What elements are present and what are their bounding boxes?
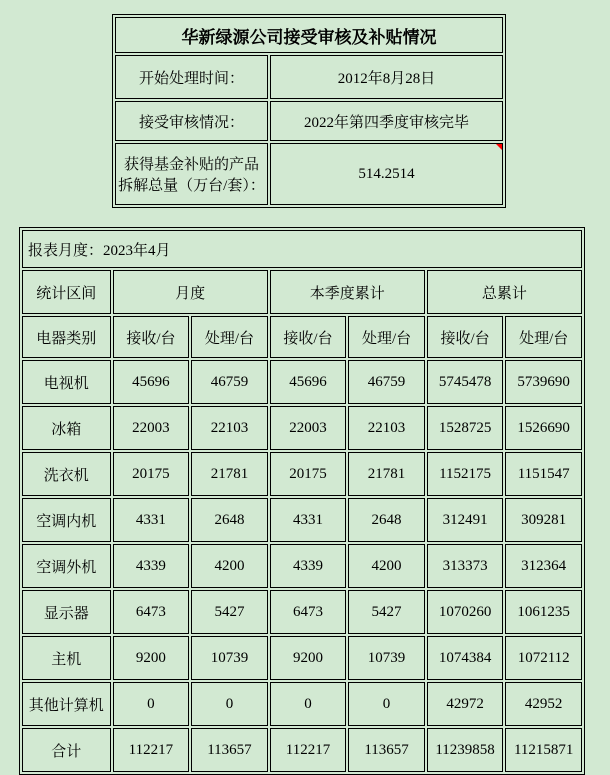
- report-month-cell: [22, 230, 582, 268]
- value-cell: 20175: [113, 452, 190, 496]
- value-cell: 4200: [348, 544, 425, 588]
- value-cell: 10739: [191, 636, 268, 680]
- value-cell: 4331: [113, 498, 190, 542]
- value-cell: 6473: [113, 590, 190, 634]
- table-row: [22, 544, 582, 588]
- header-group-quarter: 本季度累计: [270, 270, 425, 314]
- summary-value-start-time: 2012年8月28日: [270, 55, 503, 99]
- report-month-label: 报表月度：: [28, 242, 104, 259]
- value-cell: 9200: [270, 636, 347, 680]
- value-cell: 4339: [270, 544, 347, 588]
- value-cell: 1528725: [427, 406, 504, 450]
- value-cell: 2648: [191, 498, 268, 542]
- category-cell: 空调内机: [22, 498, 111, 542]
- value-cell: 112217: [270, 728, 347, 772]
- value-cell: 113657: [191, 728, 268, 772]
- table-row: [22, 498, 582, 542]
- value-cell: 11215871: [505, 728, 582, 772]
- value-cell: 309281: [505, 498, 582, 542]
- value-cell: 5745478: [427, 360, 504, 404]
- value-cell: 42952: [505, 682, 582, 726]
- summary-label-subsidy-total: 获得基金补贴的产品拆解总量（万台/套）：: [115, 143, 268, 205]
- value-cell: 5739690: [505, 360, 582, 404]
- value-cell: 45696: [113, 360, 190, 404]
- category-cell: 其他计算机: [22, 682, 111, 726]
- value-cell: 46759: [348, 360, 425, 404]
- sub-header-processed-quarter: 处理/台: [348, 316, 425, 358]
- summary-value-audit-status: 2022年第四季度审核完毕: [270, 101, 503, 141]
- sub-header-received-total: 接收/台: [427, 316, 504, 358]
- header-group-month: 月度: [113, 270, 268, 314]
- table-row: [22, 452, 582, 496]
- category-cell: 合计: [22, 728, 111, 772]
- value-cell: 22003: [270, 406, 347, 450]
- value-cell: 312364: [505, 544, 582, 588]
- value-cell: 5427: [191, 590, 268, 634]
- subsidy-total-value: 514.2514: [358, 165, 415, 182]
- value-cell: 22103: [348, 406, 425, 450]
- summary-title-row: [115, 17, 503, 53]
- table-row: [22, 360, 582, 404]
- summary-table: [112, 14, 506, 208]
- value-cell: 9200: [113, 636, 190, 680]
- table-row: [22, 636, 582, 680]
- value-cell: 20175: [270, 452, 347, 496]
- value-cell: 5427: [348, 590, 425, 634]
- summary-label-start-time: 开始处理时间：: [115, 55, 268, 99]
- category-cell: 空调外机: [22, 544, 111, 588]
- value-cell: 112217: [113, 728, 190, 772]
- sub-header-processed-month: 处理/台: [191, 316, 268, 358]
- value-cell: 1152175: [427, 452, 504, 496]
- value-cell: 0: [348, 682, 425, 726]
- value-cell: 1070260: [427, 590, 504, 634]
- table-row: [115, 143, 503, 205]
- table-row: [115, 55, 503, 99]
- value-cell: 113657: [348, 728, 425, 772]
- report-table: [19, 227, 585, 775]
- value-cell: 45696: [270, 360, 347, 404]
- table-row: [22, 728, 582, 772]
- report-month-row: [22, 230, 582, 268]
- value-cell: 10739: [348, 636, 425, 680]
- summary-title: 华新绿源公司接受审核及补贴情况: [115, 17, 503, 53]
- category-cell: 主机: [22, 636, 111, 680]
- value-cell: 22103: [191, 406, 268, 450]
- category-cell: 洗衣机: [22, 452, 111, 496]
- header-group-total: 总累计: [427, 270, 582, 314]
- value-cell: 4200: [191, 544, 268, 588]
- header-interval: 统计区间: [22, 270, 111, 314]
- value-cell: 21781: [348, 452, 425, 496]
- header-category: 电器类别: [22, 316, 111, 358]
- sub-header-received-month: 接收/台: [113, 316, 190, 358]
- value-cell: 1151547: [505, 452, 582, 496]
- value-cell: 22003: [113, 406, 190, 450]
- value-cell: 4339: [113, 544, 190, 588]
- summary-value-subsidy-total: [270, 143, 503, 205]
- value-cell: 0: [270, 682, 347, 726]
- table-row: [115, 101, 503, 141]
- sub-header-processed-total: 处理/台: [505, 316, 582, 358]
- table-row: [22, 590, 582, 634]
- value-cell: 46759: [191, 360, 268, 404]
- column-group-header-row: [22, 270, 582, 314]
- value-cell: 2648: [348, 498, 425, 542]
- value-cell: 4331: [270, 498, 347, 542]
- table-row: [22, 406, 582, 450]
- value-cell: 312491: [427, 498, 504, 542]
- report-month-value: 2023年4月: [103, 242, 171, 259]
- table-row: [22, 682, 582, 726]
- category-cell: 冰箱: [22, 406, 111, 450]
- value-cell: 11239858: [427, 728, 504, 772]
- value-cell: 1061235: [505, 590, 582, 634]
- value-cell: 1074384: [427, 636, 504, 680]
- report-table-body: [22, 360, 582, 772]
- value-cell: 313373: [427, 544, 504, 588]
- value-cell: 1526690: [505, 406, 582, 450]
- category-cell: 显示器: [22, 590, 111, 634]
- summary-label-audit-status: 接受审核情况：: [115, 101, 268, 141]
- value-cell: 0: [191, 682, 268, 726]
- value-cell: 6473: [270, 590, 347, 634]
- value-cell: 21781: [191, 452, 268, 496]
- comment-marker-icon: [496, 144, 502, 150]
- category-cell: 电视机: [22, 360, 111, 404]
- sub-header-row: [22, 316, 582, 358]
- value-cell: 0: [113, 682, 190, 726]
- sub-header-received-quarter: 接收/台: [270, 316, 347, 358]
- value-cell: 1072112: [505, 636, 582, 680]
- value-cell: 42972: [427, 682, 504, 726]
